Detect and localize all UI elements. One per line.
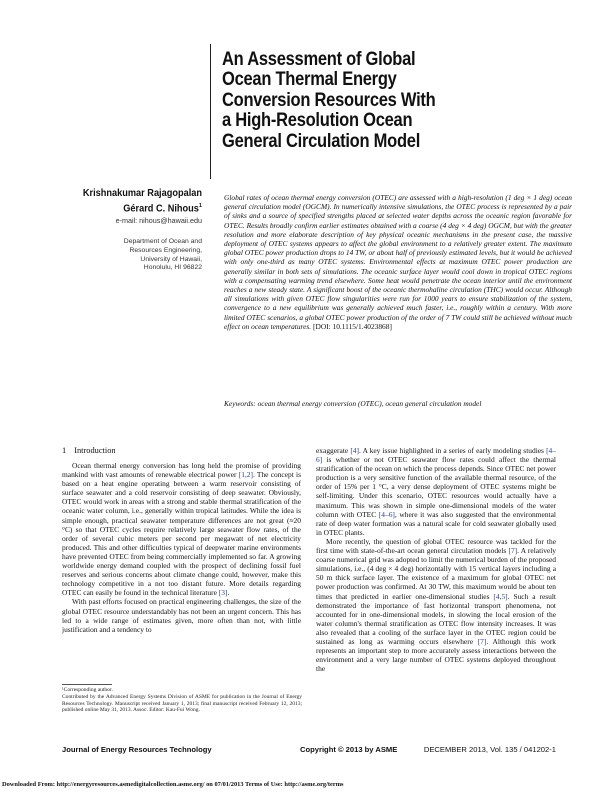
corresponding-author-footnote: ¹Corresponding author. — [62, 687, 113, 693]
citation-link[interactable]: [1,2] — [238, 470, 253, 480]
left-column — [62, 461, 301, 667]
paragraph-text: . A relatively coarse numerical grid was adopted to limit the numerical burden of the proposed simulations, i.e., (4 deg × 4 deg) horizontally with 15 vertical layers including a 50 m thick surface layer. The existence of a maximum for global OTEC net power production was confirmed. At 30 TW, this maximum would be about ten times that predicted in earlier one-dimensional studies — [316, 546, 556, 601]
paragraph-text: exaggerate — [316, 446, 351, 455]
paragraph — [316, 537, 556, 673]
author-name-first: Krishnakumar Rajagopalan — [82, 188, 202, 199]
footnotes — [62, 687, 302, 714]
page-footer — [62, 744, 556, 756]
download-notice: Downloaded From: http://energyresources.asmedigitalcollection.asme.org/ on 07/01/2013 Terms of Use: http://asme.org/terms — [2, 781, 344, 788]
corresponding-author-mark: 1 — [198, 203, 202, 209]
author-affiliation — [20, 238, 202, 272]
author-block — [20, 187, 202, 273]
title-line: Ocean Thermal Energy — [222, 69, 397, 91]
title-line: General Circulation Model — [222, 130, 421, 152]
title-line: An Assessment of Global — [222, 49, 416, 70]
citation-link[interactable]: [4,5] — [493, 591, 508, 601]
paragraph-text: . A key issue highlighted in a series of early modeling studies — [359, 446, 547, 455]
citation-link[interactable]: [7] — [508, 546, 518, 556]
abstract — [224, 193, 572, 331]
journal-name: Journal of Energy Resources Technology — [62, 745, 212, 754]
affiliation-line: Honolulu, HI 96822 — [143, 264, 202, 272]
paragraph-text: More recently, the question of global OTEC resource was tackled for the first time with state-of-the-art ocean general circulation models — [316, 536, 556, 556]
affiliation-line: University of Hawaii, — [140, 255, 202, 263]
paragraph-text: , where it was also suggested that the environmental rate of deep water formation was a natural scale for cold seawater globally used in OTEC plants. — [316, 509, 556, 537]
affiliation-line: Department of Ocean and — [123, 238, 202, 246]
copyright-notice: Copyright © 2013 by ASME — [300, 745, 398, 754]
paragraph-text: . The concept is based on a heat engine operating between a warm reservoir consisting of surface seawater and a cold reservoir consisting of deep seawater. Obviously, OTEC would work in areas with a strong and stable thermal stratification of the oceanic water column, i.e., generally within tropical latitudes. While the idea is simple enough, practical seawater temperature differences are not great (≈20 °C) so that OTEC cycles require relatively large seawater flow rates, of the order of several cubic meters per second per megawatt of net electricity produced. This and other difficulties typical of deepwater marine environments have prevented OTEC from being commercially implemented so far. A growing worldwide energy demand coupled with the prospect of declining fossil fuel reserves and serious concerns about climate change could, however, make this technology competitive in a not too distant future. More details regarding OTEC can easily be found in the technical literature — [62, 470, 301, 598]
paragraph-text: . Although this work represents an important step to more accurately assess interactions between the environment and a very large number of OTEC systems deployed throughout the — [316, 636, 556, 674]
author-email[interactable]: e-mail: nihous@hawaii.edu — [115, 216, 202, 226]
citation-link[interactable]: [7] — [477, 636, 487, 646]
citation-link[interactable]: [4] — [350, 446, 360, 455]
citation-link[interactable]: [3] — [218, 588, 228, 598]
keywords: Keywords: ocean thermal energy conversion (OTEC), ocean general circulation model — [224, 399, 482, 408]
author-name-second — [35, 200, 202, 215]
citation-link[interactable]: [4–6] — [316, 446, 556, 465]
title-line: Conversion Resources With — [222, 89, 436, 111]
section-heading — [62, 446, 116, 456]
citation-link[interactable]: [4–6] — [378, 509, 395, 519]
affiliation-line: Resources Engineering, — [129, 246, 202, 254]
paragraph-text: . — [227, 588, 230, 598]
paper-title — [222, 50, 506, 152]
footnote-rule — [62, 684, 112, 685]
author-name-second-text: Gérard C. Nihous — [123, 203, 199, 215]
paragraph-text: . Such a result demonstrated the importance of fast horizontal transport phenomena, not accounted for in one-dimensional models, in slowing the local erosion of the water column's thermal stratification as OTEC flow intensity increases. It was also revealed that a cooling of the surface layer in the OTEC region could be sustained as long as warming occurs elsewhere — [316, 591, 556, 646]
paragraph — [316, 446, 556, 537]
paragraph — [62, 461, 301, 597]
issue-info: DECEMBER 2013, Vol. 135 / 041202-1 — [423, 745, 556, 754]
doi-reference[interactable]: [DOI: 10.1115/1.4023868] — [313, 321, 392, 331]
abstract-text: Global rates of ocean thermal energy conversion (OTEC) are assessed with a high-resolution (1 deg × 1 deg) ocean general circulation model (OGCM). In numerically intensive simulations, the OTEC process is represented by a pair of sinks and a source of specified strengths placed at selected water depths across the oceanic region favorable for OTEC. Results broadly confirm earlier estimates obtained with a coarse (4 deg × 4 deg) OGCM, but with the greater resolution and more elaborate description of key physical oceanic mechanisms in the present case, the massive deployment of OTEC systems appears to affect the global environment to a relatively greater extent. The maximum global OTEC power production drops to 14 TW, or about half of previously estimated levels, but it would be achieved with only one-third as many OTEC systems. Environmental effects at maximum OTEC power production are generally similar in both sets of simulations. The oceanic surface layer would cool down in tropical OTEC regions with a compensating warming trend elsewhere. Some heat would penetrate the ocean interior until the environment reaches a new steady state. A significant boost of the oceanic thermohaline circulation (THC) would occur. Although all simulations with given OTEC flow singularities were run for 1000 years to ensure stabilization of the system, convergence to a new equilibrium was generally achieved much faster, i.e., roughly within a century. With more limited OTEC scenarios, a global OTEC power production of the order of 7 TW could still be achieved without much effect on ocean temperatures. — [224, 193, 572, 331]
section-number: 1 — [62, 446, 67, 455]
title-rule — [210, 44, 211, 179]
paragraph-text: Ocean thermal energy conversion has long held the promise of providing mankind with vast amounts of renewable electrical power — [62, 461, 301, 480]
title-line: a High-Resolution Ocean — [222, 110, 413, 132]
paragraph: With past efforts focused on practical engineering challenges, the size of the global OTEC resource understandably has not been an urgent concern. This has led to a wide range of estimates given, more often than not, with little justification and a tendency to — [62, 597, 301, 634]
section-title: Introduction — [74, 446, 116, 455]
paragraph-text: is whether or not OTEC seawater flow rates could affect the thermal stratification of the ocean on which the process depends. Since OTEC net power production is a very sensitive function of the available thermal resource, of the order of 15% per 1 °C, a very dense deployment of OTEC systems might be self-limiting. Under this scenario, OTEC resources would actually have a maximum. This was shown in simple one-dimensional models of the water column with OTEC — [316, 455, 556, 519]
submission-footnote: Contributed by the Advanced Energy Systems Division of ASME for publication in the Journal of Energy Resources Technology. Manuscript received January 1, 2013; final manuscript received February 12, 2013; published online May 31, 2013. Assoc. Editor: Kau-Fui Wong. — [62, 693, 302, 714]
right-column — [316, 446, 556, 766]
